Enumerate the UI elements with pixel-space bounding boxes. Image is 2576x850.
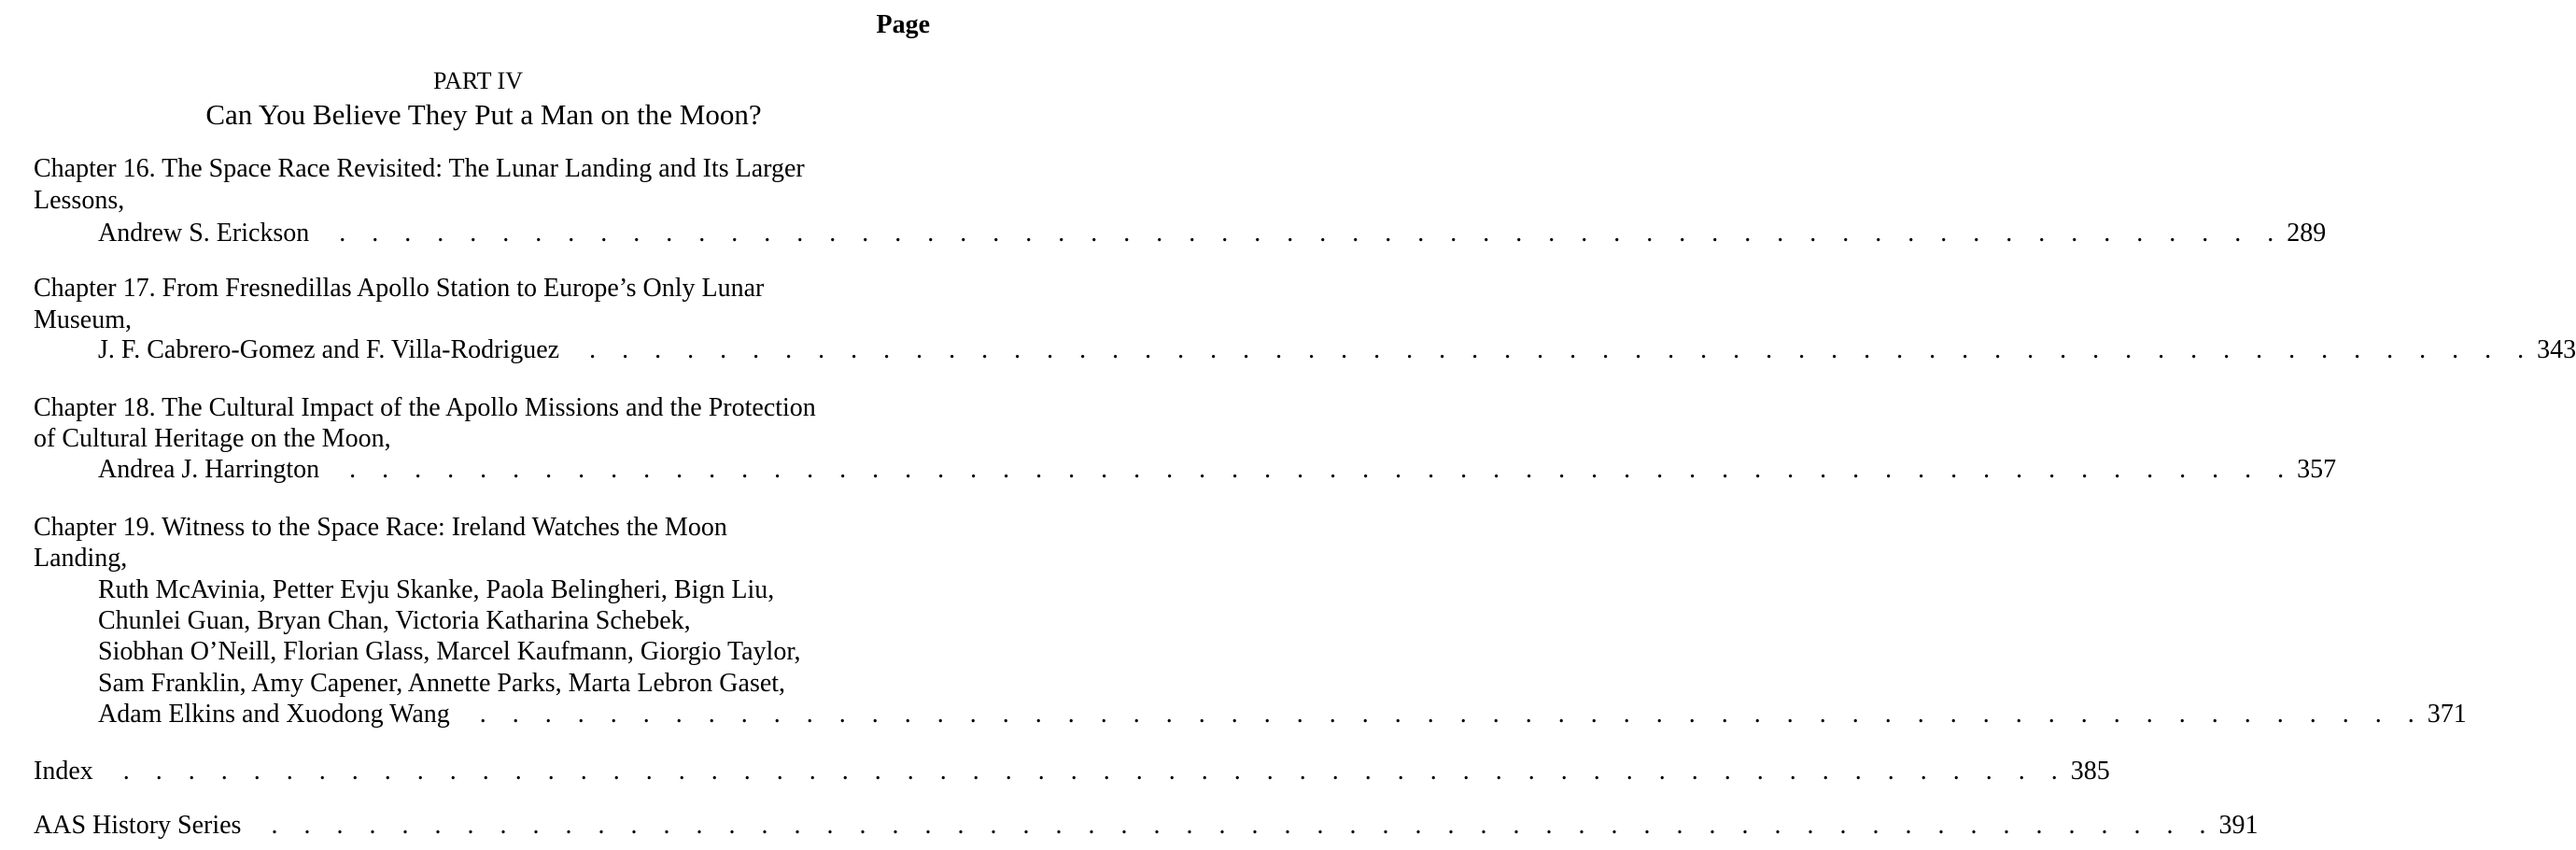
chapter-title-line: Chapter 19. Witness to the Space Race: Ireland Watches the Moon [34, 513, 727, 542]
dot-leader: . . . . . . . . . . . . . . . . . . . . . . . . . . . . . . . . . . . . . . . . . . . . . . . . . . . . . . . . . . . . [245, 811, 2206, 840]
dot-leader: . . . . . . . . . . . . . . . . . . . . . . . . . . . . . . . . . . . . . . . . . . . . . . . . . . . . . . . . . . . . [313, 219, 2274, 248]
chapter-author-line [98, 454, 2337, 486]
chapter-author-line [98, 699, 2467, 730]
chapter-title-line: of Cultural Heritage on the Moon, [34, 424, 391, 453]
chapter-author-line [98, 334, 2576, 366]
chapter-title-line: Chapter 17. From Fresnedillas Apollo Station to Europe’s Only Lunar [34, 274, 765, 303]
toc-entry-aas-history-series [34, 810, 2259, 842]
chapter-title-line: Museum, [34, 305, 132, 334]
dot-leader: . . . . . . . . . . . . . . . . . . . . . . . . . . . . . . . . . . . . . . . . . . . . . . . . . . . . . . . . . . . . [96, 757, 2058, 786]
page-number: 343 [2537, 335, 2576, 364]
chapter-author: Adam Elkins and Xuodong Wang [98, 700, 450, 729]
page-number: 371 [2427, 700, 2467, 729]
chapter-author: Andrew S. Erickson [98, 219, 310, 248]
chapter-author-line: Chunlei Guan, Bryan Chan, Victoria Katharina Schebek, [98, 606, 691, 635]
dot-leader: . . . . . . . . . . . . . . . . . . . . . . . . . . . . . . . . . . . . . . . . . . . . . . . . . . . . . . . . . . . . [453, 700, 2414, 729]
page-number: 391 [2218, 811, 2259, 840]
dot-leader: . . . . . . . . . . . . . . . . . . . . . . . . . . . . . . . . . . . . . . . . . . . . . . . . . . . . . . . . . . . . [323, 455, 2285, 484]
chapter-author-line: Ruth McAvinia, Petter Evju Skanke, Paola Belingheri, Bign Liu, [98, 575, 775, 604]
chapter-title-line: Chapter 18. The Cultural Impact of the Apollo Missions and the Protection [34, 393, 816, 422]
page-number: 289 [2287, 219, 2327, 248]
part-title: Can You Believe They Put a Man on the Moon? [205, 98, 762, 131]
page-number: 385 [2070, 757, 2110, 786]
entry-label: AAS History Series [34, 811, 242, 840]
chapter-title-line: Lessons, [34, 186, 125, 215]
part-label: PART IV [433, 67, 523, 94]
chapter-author: Andrea J. Harrington [98, 455, 320, 484]
chapter-title-line: Chapter 16. The Space Race Revisited: The Lunar Landing and Its Larger [34, 154, 805, 183]
chapter-author-line [98, 218, 2327, 249]
chapter-author-line: Sam Franklin, Amy Capener, Annette Parks, Marta Lebron Gaset, [98, 669, 786, 698]
chapter-author: J. F. Cabrero-Gomez and F. Villa-Rodriguez [98, 335, 560, 364]
chapter-title-line: Landing, [34, 544, 128, 573]
page-number: 357 [2297, 455, 2337, 484]
page-column-header: Page [876, 10, 930, 39]
entry-label: Index [34, 757, 93, 786]
chapter-author-line: Siobhan O’Neill, Florian Glass, Marcel Kaufmann, Giorgio Taylor, [98, 637, 801, 666]
dot-leader: . . . . . . . . . . . . . . . . . . . . . . . . . . . . . . . . . . . . . . . . . . . . . . . . . . . . . . . . . . . . [563, 335, 2525, 364]
toc-entry-index [34, 756, 2110, 787]
